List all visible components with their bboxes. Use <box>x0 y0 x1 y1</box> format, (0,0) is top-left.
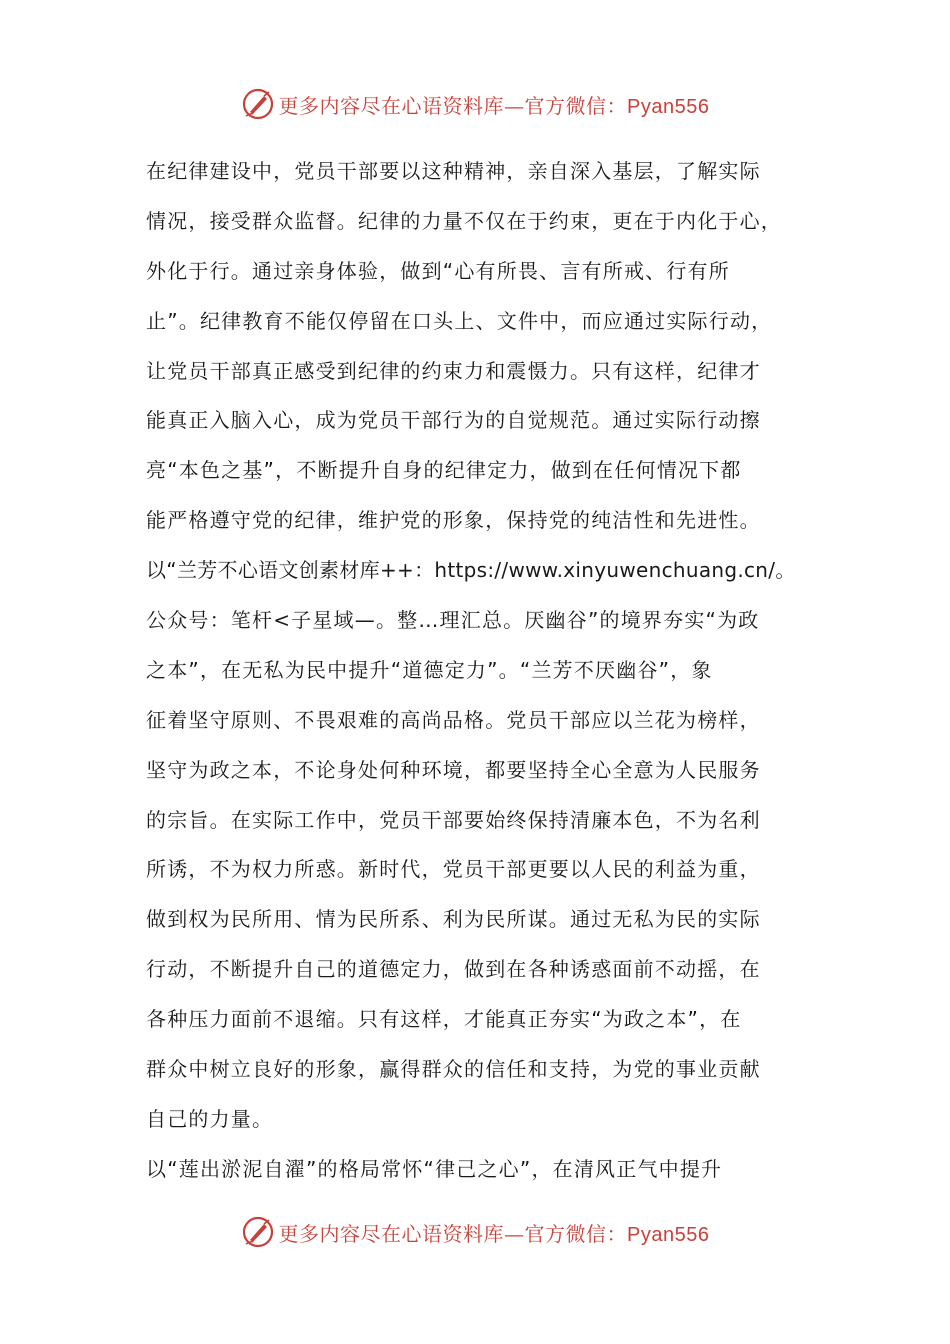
header-banner-label: 更多内容尽在心语资料库—官方微信： <box>278 93 628 118</box>
body-line: 之本”，在无私为民中提升“道德定力”。“兰芳不厌幽谷”，象 <box>146 657 713 682</box>
body-line: 公众号：笔杆<子星域—。整…理汇总。厌幽谷”的境界夯实“为政 <box>146 608 760 633</box>
body-line: 止”。纪律教育不能仅停留在口头上、文件中，而应通过实际行动， <box>146 308 773 333</box>
body-line: 的宗旨。在实际工作中，党员干部要始终保持清廉本色，不为名利 <box>146 807 761 832</box>
body-line: 坚守为政之本，不论身处何种环境，都要坚持全心全意为人民服务 <box>146 757 761 782</box>
body-line: 自己的力量。 <box>146 1106 274 1131</box>
quill-pen-logo-icon <box>241 87 275 121</box>
body-line: 做到权为民所用、情为民所系、利为民所谋。通过无私为民的实际 <box>146 907 761 932</box>
body-line: 在纪律建设中，党员干部要以这种精神，亲自深入基层，了解实际 <box>146 159 761 183</box>
header-banner-text <box>279 90 710 119</box>
body-line: 以“莲出淤泥自濯”的格局常怀“律己之心”，在清风正气中提升 <box>146 1156 723 1181</box>
body-line: 群众中树立良好的形象，赢得群众的信任和支持，为党的事业贡献 <box>146 1057 761 1082</box>
header-banner-handle: Pyan556 <box>627 95 710 118</box>
body-line: 外化于行。通过亲身体验，做到“心有所畏、言有所戒、行有所 <box>146 258 730 283</box>
body-line: 让党员干部真正感受到纪律的约束力和震慑力。只有这样，纪律才 <box>146 358 761 383</box>
footer-banner-label: 更多内容尽在心语资料库—官方微信： <box>278 1221 628 1246</box>
document-body <box>146 147 816 1195</box>
quill-pen-logo-icon <box>241 1215 275 1249</box>
body-line: 能真正入脑入心，成为党员干部行为的自觉规范。通过实际行动擦 <box>146 408 761 433</box>
footer-banner-text <box>279 1218 710 1247</box>
header-banner <box>0 84 950 124</box>
body-line: 所诱，不为权力所惑。新时代，党员干部更要以人民的利益为重， <box>146 857 761 882</box>
body-line: 各种压力面前不退缩。只有这样，才能真正夯实“为政之本”，在 <box>146 1007 742 1032</box>
body-line: 情况，接受群众监督。纪律的力量不仅在于约束，更在于内化于心， <box>146 208 782 233</box>
footer-banner <box>0 1212 950 1252</box>
body-line: 征着坚守原则、不畏艰难的高尚品格。党员干部应以兰花为榜样， <box>146 707 761 732</box>
body-line: 行动，不断提升自己的道德定力，做到在各种诱惑面前不动摇，在 <box>146 957 761 982</box>
footer-banner-handle: Pyan556 <box>627 1223 710 1246</box>
body-line: 亮“本色之基”，不断提升自身的纪律定力，做到在任何情况下都 <box>146 458 742 483</box>
body-line: 能严格遵守党的纪律，维护党的形象，保持党的纯洁性和先进性。 <box>146 508 761 533</box>
body-line: 以“兰芳不心语文创素材库++：https://www.xinyuwenchuang.cn/。 <box>146 558 796 583</box>
